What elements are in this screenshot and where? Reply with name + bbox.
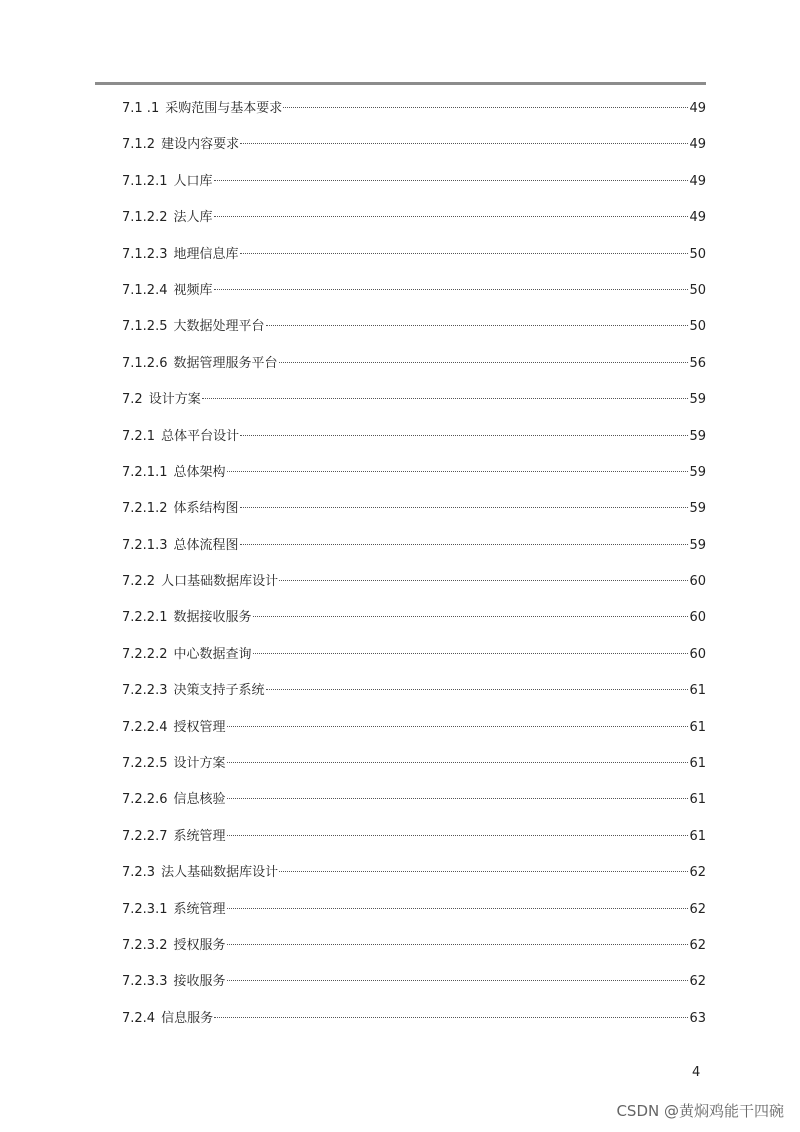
- toc-entry-title: 系统管理: [173, 828, 226, 844]
- toc-entry-number: 7.1.2.3: [122, 246, 168, 262]
- toc-entry[interactable]: [122, 642, 706, 678]
- toc-entry-number: 7.2.2: [122, 574, 156, 590]
- toc-leader-dots: [240, 143, 688, 144]
- toc-entry-title: 人口基础数据库设计: [161, 574, 279, 590]
- toc-entry-number: 7.1.2.2: [122, 210, 168, 226]
- toc-leader-dots: [227, 726, 689, 727]
- toc-leader-dots: [240, 507, 689, 508]
- toc-entry-number: 7.1.2.4: [122, 282, 168, 298]
- toc-entry[interactable]: [122, 969, 706, 1005]
- toc-entry-number: 7.2.4: [122, 1010, 156, 1026]
- toc-leader-dots: [279, 871, 688, 872]
- toc-entry-page: 61: [689, 828, 706, 844]
- toc-entry-title: 建设内容要求: [161, 137, 240, 153]
- toc-entry-number: 7.1.2: [122, 137, 156, 153]
- toc-entry-page: 56: [689, 355, 706, 371]
- toc-leader-dots: [283, 107, 688, 108]
- toc-entry-title: 地理信息库: [173, 246, 239, 262]
- toc-entry-page: 49: [689, 173, 706, 189]
- toc-entry-title: 中心数据查询: [173, 646, 252, 662]
- toc-entry-title: 信息核验: [173, 792, 226, 808]
- toc-entry-page: 61: [689, 792, 706, 808]
- toc-entry[interactable]: [122, 351, 706, 387]
- toc-entry[interactable]: [122, 715, 706, 751]
- toc-leader-dots: [253, 653, 689, 654]
- toc-entry[interactable]: [122, 569, 706, 605]
- toc-entry-page: 59: [689, 392, 706, 408]
- toc-entry-title: 信息服务: [161, 1010, 214, 1026]
- watermark: CSDN @黄焖鸡能干四碗: [616, 1102, 784, 1120]
- table-of-contents: [122, 96, 706, 1042]
- toc-entry-title: 接收服务: [173, 974, 226, 990]
- toc-entry-number: 7.2.3.1: [122, 901, 168, 917]
- toc-entry[interactable]: [122, 205, 706, 241]
- toc-entry-number: 7.2.1.2: [122, 501, 168, 517]
- toc-entry-number: 7.2.2.5: [122, 756, 168, 772]
- toc-leader-dots: [279, 362, 689, 363]
- toc-entry-page: 63: [689, 1010, 706, 1026]
- toc-leader-dots: [266, 325, 689, 326]
- toc-leader-dots: [240, 253, 689, 254]
- toc-leader-dots: [214, 1017, 688, 1018]
- toc-entry-title: 法人基础数据库设计: [161, 865, 279, 881]
- toc-entry-page: 50: [689, 282, 706, 298]
- toc-entry-number: 7.1.2.5: [122, 319, 168, 335]
- toc-entry[interactable]: [122, 96, 706, 132]
- toc-entry[interactable]: [122, 751, 706, 787]
- toc-entry-title: 授权管理: [173, 719, 226, 735]
- toc-entry-page: 49: [689, 101, 706, 116]
- toc-entry-page: 49: [689, 137, 706, 153]
- toc-entry[interactable]: [122, 169, 706, 205]
- toc-entry-page: 62: [689, 937, 706, 953]
- toc-leader-dots: [240, 435, 688, 436]
- toc-entry-page: 61: [689, 756, 706, 772]
- toc-entry-page: 59: [689, 428, 706, 444]
- toc-entry-title: 视频库: [173, 282, 213, 298]
- toc-entry[interactable]: [122, 787, 706, 823]
- toc-entry[interactable]: [122, 424, 706, 460]
- toc-entry-page: 61: [689, 683, 706, 699]
- toc-entry-page: 60: [689, 646, 706, 662]
- toc-entry-number: 7.2.1.1: [122, 464, 168, 480]
- toc-entry-number: 7.2.1: [122, 428, 156, 444]
- toc-entry-title: 总体平台设计: [161, 428, 240, 444]
- toc-leader-dots: [227, 798, 689, 799]
- toc-entry-page: 60: [689, 574, 706, 590]
- toc-entry-page: 59: [689, 501, 706, 517]
- toc-leader-dots: [214, 289, 689, 290]
- toc-leader-dots: [240, 544, 689, 545]
- toc-entry[interactable]: [122, 824, 706, 860]
- toc-entry-number: 7.2.3.2: [122, 937, 168, 953]
- toc-entry[interactable]: [122, 387, 706, 423]
- toc-entry-title: 体系结构图: [173, 501, 239, 517]
- toc-entry[interactable]: [122, 860, 706, 896]
- toc-entry[interactable]: [122, 278, 706, 314]
- toc-entry-page: 62: [689, 865, 706, 881]
- toc-leader-dots: [227, 471, 689, 472]
- toc-entry-number: 7.2.2.6: [122, 792, 168, 808]
- toc-entry-title: 法人库: [173, 210, 213, 226]
- toc-leader-dots: [202, 398, 689, 399]
- toc-entry-title: 人口库: [173, 173, 213, 189]
- toc-entry-number: 7.1 .1: [122, 101, 160, 116]
- toc-entry-title: 系统管理: [173, 901, 226, 917]
- toc-entry-number: 7.1.2.1: [122, 173, 168, 189]
- toc-leader-dots: [214, 180, 689, 181]
- toc-entry-title: 设计方案: [148, 392, 201, 408]
- toc-entry[interactable]: [122, 933, 706, 969]
- toc-entry-title: 采购范围与基本要求: [165, 101, 283, 116]
- toc-entry[interactable]: [122, 605, 706, 641]
- toc-entry-title: 决策支持子系统: [173, 683, 265, 699]
- toc-entry-page: 50: [689, 319, 706, 335]
- toc-entry-number: 7.2.2.4: [122, 719, 168, 735]
- toc-entry-page: 62: [689, 974, 706, 990]
- toc-entry-number: 7.2.2.3: [122, 683, 168, 699]
- toc-entry-title: 总体架构: [173, 464, 226, 480]
- toc-entry-number: 7.2.2.2: [122, 646, 168, 662]
- toc-entry-number: 7.2: [122, 392, 143, 408]
- toc-entry[interactable]: [122, 242, 706, 278]
- toc-entry-title: 授权服务: [173, 937, 226, 953]
- toc-entry[interactable]: [122, 897, 706, 933]
- toc-entry-title: 大数据处理平台: [173, 319, 265, 335]
- toc-entry-number: 7.2.2.7: [122, 828, 168, 844]
- toc-entry[interactable]: [122, 460, 706, 496]
- toc-leader-dots: [227, 944, 689, 945]
- page-number: 4: [692, 1065, 701, 1080]
- toc-entry-page: 62: [689, 901, 706, 917]
- toc-entry[interactable]: [122, 496, 706, 532]
- toc-leader-dots: [227, 762, 689, 763]
- toc-entry[interactable]: [122, 314, 706, 350]
- toc-entry-title: 数据接收服务: [173, 610, 252, 626]
- toc-leader-dots: [227, 980, 689, 981]
- toc-leader-dots: [279, 580, 688, 581]
- toc-entry-number: 7.2.2.1: [122, 610, 168, 626]
- toc-entry-title: 总体流程图: [173, 537, 239, 553]
- toc-entry-number: 7.2.1.3: [122, 537, 168, 553]
- toc-leader-dots: [227, 835, 689, 836]
- toc-entry-title: 设计方案: [173, 756, 226, 772]
- toc-entry-number: 7.2.3: [122, 865, 156, 881]
- toc-leader-dots: [266, 689, 689, 690]
- toc-entry[interactable]: [122, 1006, 706, 1042]
- toc-entry-page: 50: [689, 246, 706, 262]
- toc-entry-number: 7.2.3.3: [122, 974, 168, 990]
- toc-entry[interactable]: [122, 678, 706, 714]
- toc-entry-page: 49: [689, 210, 706, 226]
- toc-leader-dots: [214, 216, 689, 217]
- toc-entry-page: 60: [689, 610, 706, 626]
- toc-entry-number: 7.1.2.6: [122, 355, 168, 371]
- toc-entry-page: 59: [689, 537, 706, 553]
- toc-entry-page: 61: [689, 719, 706, 735]
- header-rule: [95, 82, 706, 85]
- toc-entry-page: 59: [689, 464, 706, 480]
- toc-entry[interactable]: [122, 132, 706, 168]
- toc-leader-dots: [227, 908, 689, 909]
- toc-entry[interactable]: [122, 533, 706, 569]
- toc-leader-dots: [253, 616, 689, 617]
- toc-entry-title: 数据管理服务平台: [173, 355, 278, 371]
